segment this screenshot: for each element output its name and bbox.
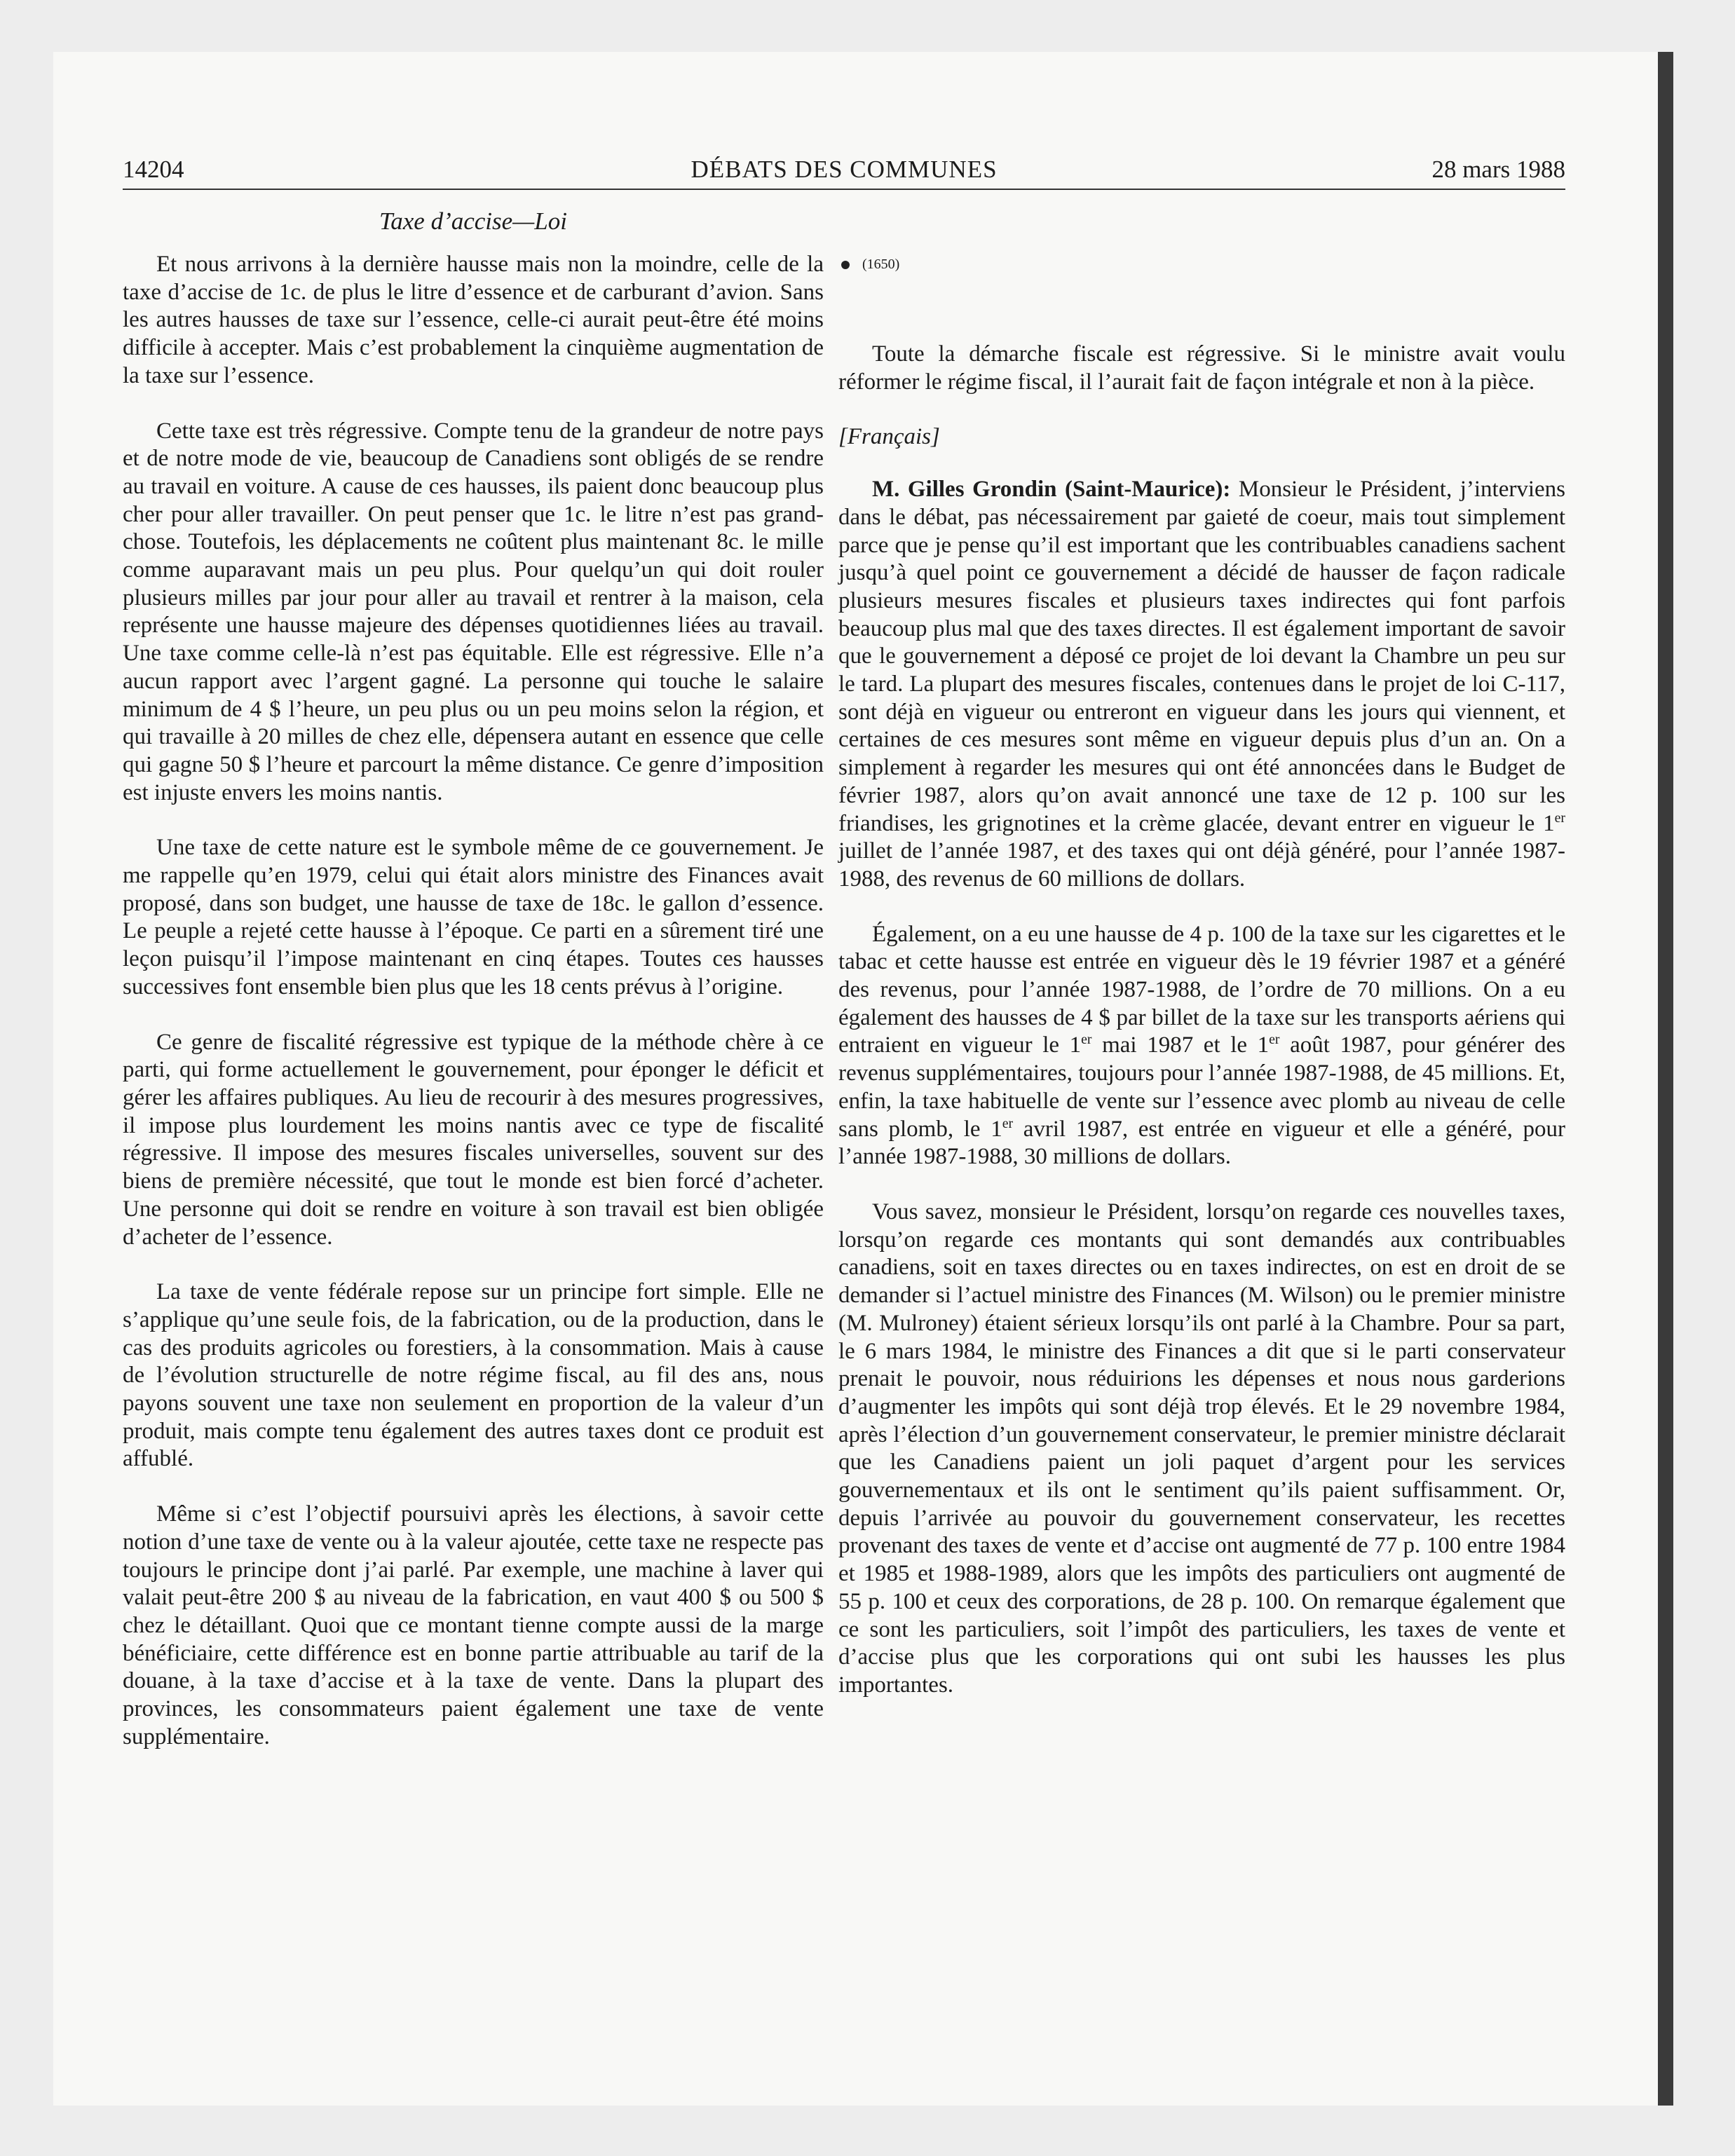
section-title: Taxe d’accise—Loi: [379, 207, 567, 235]
time-marker: [838, 251, 1565, 279]
superscript: er: [1002, 1115, 1014, 1131]
speech-text: Également, on a eu une hausse de 4 p. 100 de la taxe sur les cigarettes et le tabac et cette hausse est entrée en vigueur dès le 19 février 1987 et a généré des revenus, pour l’année 1987-1988, de l’ordre de 70 millions. On a eu également des hausses de 4 $ par billet de la taxe sur les transports aériens qui entraient en vigueur le 1: [838, 921, 1565, 1058]
left-column: [123, 251, 824, 1778]
speech-text: mai 1987 et le 1: [1091, 1032, 1270, 1058]
superscript: er: [1081, 1032, 1092, 1048]
speech-text: juillet de l’année 1987, et des taxes qui ont déjà généré, pour l’année 1987-1988, des revenus de 60 millions de dollars.: [838, 838, 1565, 892]
speaker-name: M. Gilles Grondin (Saint-Maurice):: [872, 477, 1231, 503]
paragraph: Toute la démarche fiscale est régressive. Si le ministre avait voulu réformer le régime fiscal, il l’aurait fait de façon intégrale et non à la pièce.: [838, 341, 1565, 395]
superscript: er: [1269, 1032, 1280, 1048]
speech-text: avril 1987, est entrée en vigueur et elle a généré, pour l’année 1987-1988, 30 millions de dollars.: [838, 1116, 1565, 1170]
right-column: [838, 251, 1565, 1727]
page-header: [123, 156, 1565, 189]
scan-edge-bar: [1658, 52, 1673, 2106]
paragraph: Vous savez, monsieur le Président, lorsqu’on regarde ces nouvelles taxes, lorsqu’on regarde ces montants qui sont demandés aux contribuables canadiens, soit en taxes directes ou en taxes indirectes, on est en droit de se demander si l’actuel ministre des Finances (M. Wilson) ou le premier ministre (M. Mulroney) étaient sérieux lorsqu’ils ont parlé à la Chambre. Pour sa part, le 6 mars 1984, le ministre des Finances a dit que si le parti conservateur prenait le pouvoir, nous réduirions les dépenses et nous nous garderions d’augmenter les impôts qui sont déjà trop élevés. Et le 29 novembre 1984, après l’élection d’un gouvernement conservateur, le premier ministre déclarait que les Canadiens paient un joli paquet d’argent pour les services gouvernementaux et ils ont le sentiment qu’ils paient suffisamment. Or, depuis l’arrivée au pouvoir du gouvernement conservateur, les recettes provenant des taxes de vente et d’accise ont augmenté de 77 p. 100 entre 1984 et 1985 et 1988-1989, alors que les impôts des particuliers ont augmenté de 55 p. 100 et ceux des corporations, de 28 p. 100. On remarque également que ce sont les particuliers, soit l’impôt des particuliers, les taxes de vente et d’accise plus que les corporations qui ont subi les hausses les plus importantes.: [838, 1199, 1565, 1698]
speech-text: Monsieur le Président, j’interviens dans le débat, pas nécessairement par gaieté de coeur, mais tout simplement parce que je pense qu’il est important que les contribuables canadiens sachent jusqu’à quel point ce gouvernement a décidé de hausser de façon radicale plusieurs mesures fiscales et plusieurs taxes indirectes qui font parfois beaucoup plus mal que des taxes directes. Il est également important de savoir que le gouvernement a déposé ce projet de loi devant la Chambre un peu sur le tard. La plupart des mesures fiscales, contenues dans le projet de loi C-117, sont déjà en vigueur ou entreront en vigueur dans les jours qui viennent, et certaines de ces mesures sont même en vigueur depuis plus d’un an. On a simplement à regarder les mesures qui ont été annoncées dans le Budget de février 1987, alors qu’on avait annoncé une taxe de 12 p. 100 sur les friandises, les grignotines et la crème glacée, devant entrer en vigueur le 1: [838, 477, 1565, 836]
paragraph: Même si c’est l’objectif poursuivi après les élections, à savoir cette notion d’une taxe de vente ou à la valeur ajoutée, cette taxe ne respecte pas toujours le principe dont j’ai parlé. Par exemple, une machine à laver qui valait peut-être 200 $ au niveau de la fabrication, en vaut 400 $ ou 500 $ chez le détaillant. Quoi que ce montant tienne compte aussi de la marge bénéficiaire, cette différence est en bonne partie attribuable au tarif de la douane, à la taxe d’accise et à la taxe de vente. Dans la plupart des provinces, les consommateurs paient également une taxe de vente supplémentaire.: [123, 1501, 824, 1749]
language-tag: [Français]: [838, 424, 940, 450]
publication-date: 28 mars 1988: [1431, 156, 1565, 183]
paragraph: Ce genre de fiscalité régressive est typique de la méthode chère à ce parti, qui forme actuellement le gouvernement, pour éponger le déficit et gérer les affaires publiques. Au lieu de recourir à des mesures progressives, il impose plus lourdement les moins nantis avec ce type de fiscalité régressive. Il impose des mesures fiscales universelles, souvent sur des biens de première nécessité, que tout le monde est bien forcé d’acheter. Une personne qui doit se rendre en voiture à son travail est bien obligée d’acheter de l’essence.: [123, 1029, 824, 1250]
paragraph: Cette taxe est très régressive. Compte tenu de la grandeur de notre pays et de notre mode de vie, beaucoup de Canadiens sont obligés de se rendre au travail en voiture. A cause de ces hausses, ils paient donc beaucoup plus cher pour aller travailler. On peut penser que 1c. le litre n’est pas grand-chose. Toutefois, les déplacements ne coûtent plus maintenant 8c. le mille comme auparavant mais un peu plus. Pour quelqu’un qui doit rouler plusieurs milles par jour pour aller au travail et rentrer à la maison, cela représente une hausse majeure des dépenses quotidiennes liées au travail. Une taxe comme celle-là n’est pas équitable. Elle est régressive. Elle n’a aucun rapport avec l’argent gagné. La personne qui touche le salaire minimum de 4 $ l’heure, un peu plus ou un peu moins selon la région, et qui travaille à 20 milles de chez elle, dépensera autant en essence que celle qui gagne 50 $ l’heure et parcourt la même distance. Ce genre d’imposition est injuste envers les moins nantis.: [123, 418, 824, 805]
paragraph: [838, 921, 1565, 1171]
publication-title: DÉBATS DES COMMUNES: [690, 156, 998, 183]
page-number: 14204: [123, 156, 184, 183]
speech-text: août 1987, pour générer des revenus supplémentaires, toujours pour l’année 1987-1988, de 45 millions. Et, enfin, la taxe habituelle de vente sur l’essence avec plomb au niveau de celle sans plomb, le 1: [838, 1032, 1565, 1142]
header-rule: [123, 189, 1565, 190]
time-marker-label: (1650): [862, 257, 900, 273]
speaker-paragraph: [838, 476, 1565, 894]
superscript: er: [1554, 810, 1565, 826]
paragraph: La taxe de vente fédérale repose sur un principe fort simple. Elle ne s’applique qu’une seule fois, de la fabrication, ou de la production, dans le cas des produits agricoles ou forestiers, à la consommation. Mais à cause de l’évolution structurelle de notre régime fiscal, au fil des ans, nous payons souvent une taxe non seulement en proportion de la valeur d’un produit, mais compte tenu également des autres taxes dont ce produit est affublé.: [123, 1279, 824, 1472]
bullet-icon: [841, 261, 850, 269]
paragraph: Une taxe de cette nature est le symbole même de ce gouvernement. Je me rappelle qu’en 1979, celui qui était alors ministre des Finances avait proposé, dans son budget, une hausse de taxe de 18c. le gallon d’essence. Le peuple a rejeté cette hausse à l’époque. Ce parti en a sûrement tiré une leçon puisqu’il l’impose maintenant en cinq étapes. Toutes ces hausses successives font ensemble bien plus que les 18 cents prévus à l’origine.: [123, 835, 824, 999]
paragraph: Et nous arrivons à la dernière hausse mais non la moindre, celle de la taxe d’accise de 1c. de plus le litre d’essence et de carburant d’avion. Sans les autres hausses de taxe sur l’essence, celle-ci aurait peut-être été moins difficile à accepter. Mais c’est probablement la cinquième augmentation de la taxe sur l’essence.: [123, 252, 824, 388]
